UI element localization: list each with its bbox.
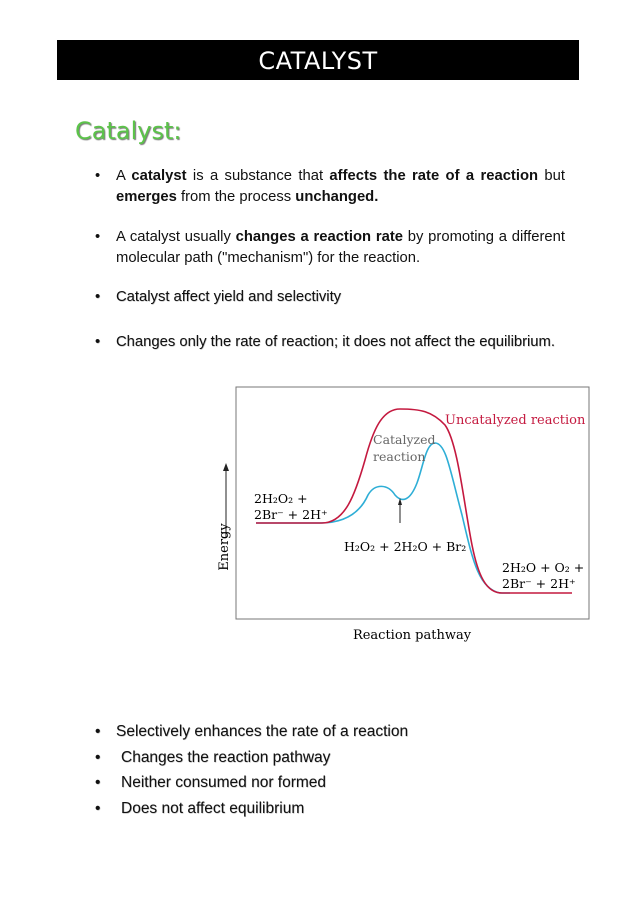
text-run-bold: changes a reaction rate bbox=[235, 229, 403, 245]
page-title-bar bbox=[57, 40, 579, 80]
summary-bullet: • Does not affect equilibrium bbox=[95, 796, 565, 822]
summary-bullet: • Selectively enhances the rate of a reaction bbox=[95, 719, 565, 745]
products-label-line1: 2H₂O + O₂ + bbox=[502, 560, 585, 575]
energy-axis-arrowhead bbox=[223, 463, 229, 471]
bullet-equilibrium: • Changes only the rate of reaction; it does not affect the equilibrium. bbox=[95, 327, 565, 357]
summary-bullet: • Changes the reaction pathway bbox=[95, 745, 565, 771]
y-axis-label: Energy bbox=[217, 523, 232, 571]
text-run: is a substance that bbox=[186, 168, 330, 184]
bullet-definition bbox=[95, 166, 565, 208]
text-run: but bbox=[538, 168, 565, 184]
intermediate-label: H₂O₂ + 2H₂O + Br₂ bbox=[344, 539, 467, 554]
text-run-bold: affects the rate of a reaction bbox=[329, 168, 539, 184]
text-run-bold: emerges bbox=[116, 189, 177, 205]
text-run-bold: unchanged. bbox=[295, 189, 379, 205]
text-run: A catalyst usually bbox=[116, 229, 236, 245]
text-run: A bbox=[116, 168, 132, 184]
summary-bullet-list bbox=[95, 719, 565, 821]
text-run: from the process bbox=[176, 189, 296, 205]
uncatalyzed-label: Uncatalyzed reaction bbox=[445, 413, 586, 428]
energy-diagram bbox=[210, 385, 600, 650]
summary-bullet: • Neither consumed nor formed bbox=[95, 770, 565, 796]
reactants-label-line2: 2Br⁻ + 2H⁺ bbox=[254, 507, 328, 522]
text-run-bold: catalyst bbox=[131, 168, 187, 184]
definition-bullet-list bbox=[95, 166, 565, 357]
section-heading: Catalyst: bbox=[75, 117, 182, 145]
x-axis-label: Reaction pathway bbox=[352, 628, 472, 643]
products-label-line2: 2Br⁻ + 2H⁺ bbox=[502, 576, 576, 591]
bullet-mechanism bbox=[95, 227, 565, 269]
reactants-label-line1: 2H₂O₂ + bbox=[254, 491, 308, 506]
page-title: CATALYST bbox=[258, 47, 378, 75]
catalyzed-label-line2: reaction bbox=[373, 449, 426, 464]
text-run: by promoting a different molecular path ("mechanism") for the reaction. bbox=[116, 229, 565, 266]
catalyzed-label-line1: Catalyzed bbox=[373, 432, 436, 447]
bullet-yield: • Catalyst affect yield and selectivity bbox=[95, 289, 565, 305]
